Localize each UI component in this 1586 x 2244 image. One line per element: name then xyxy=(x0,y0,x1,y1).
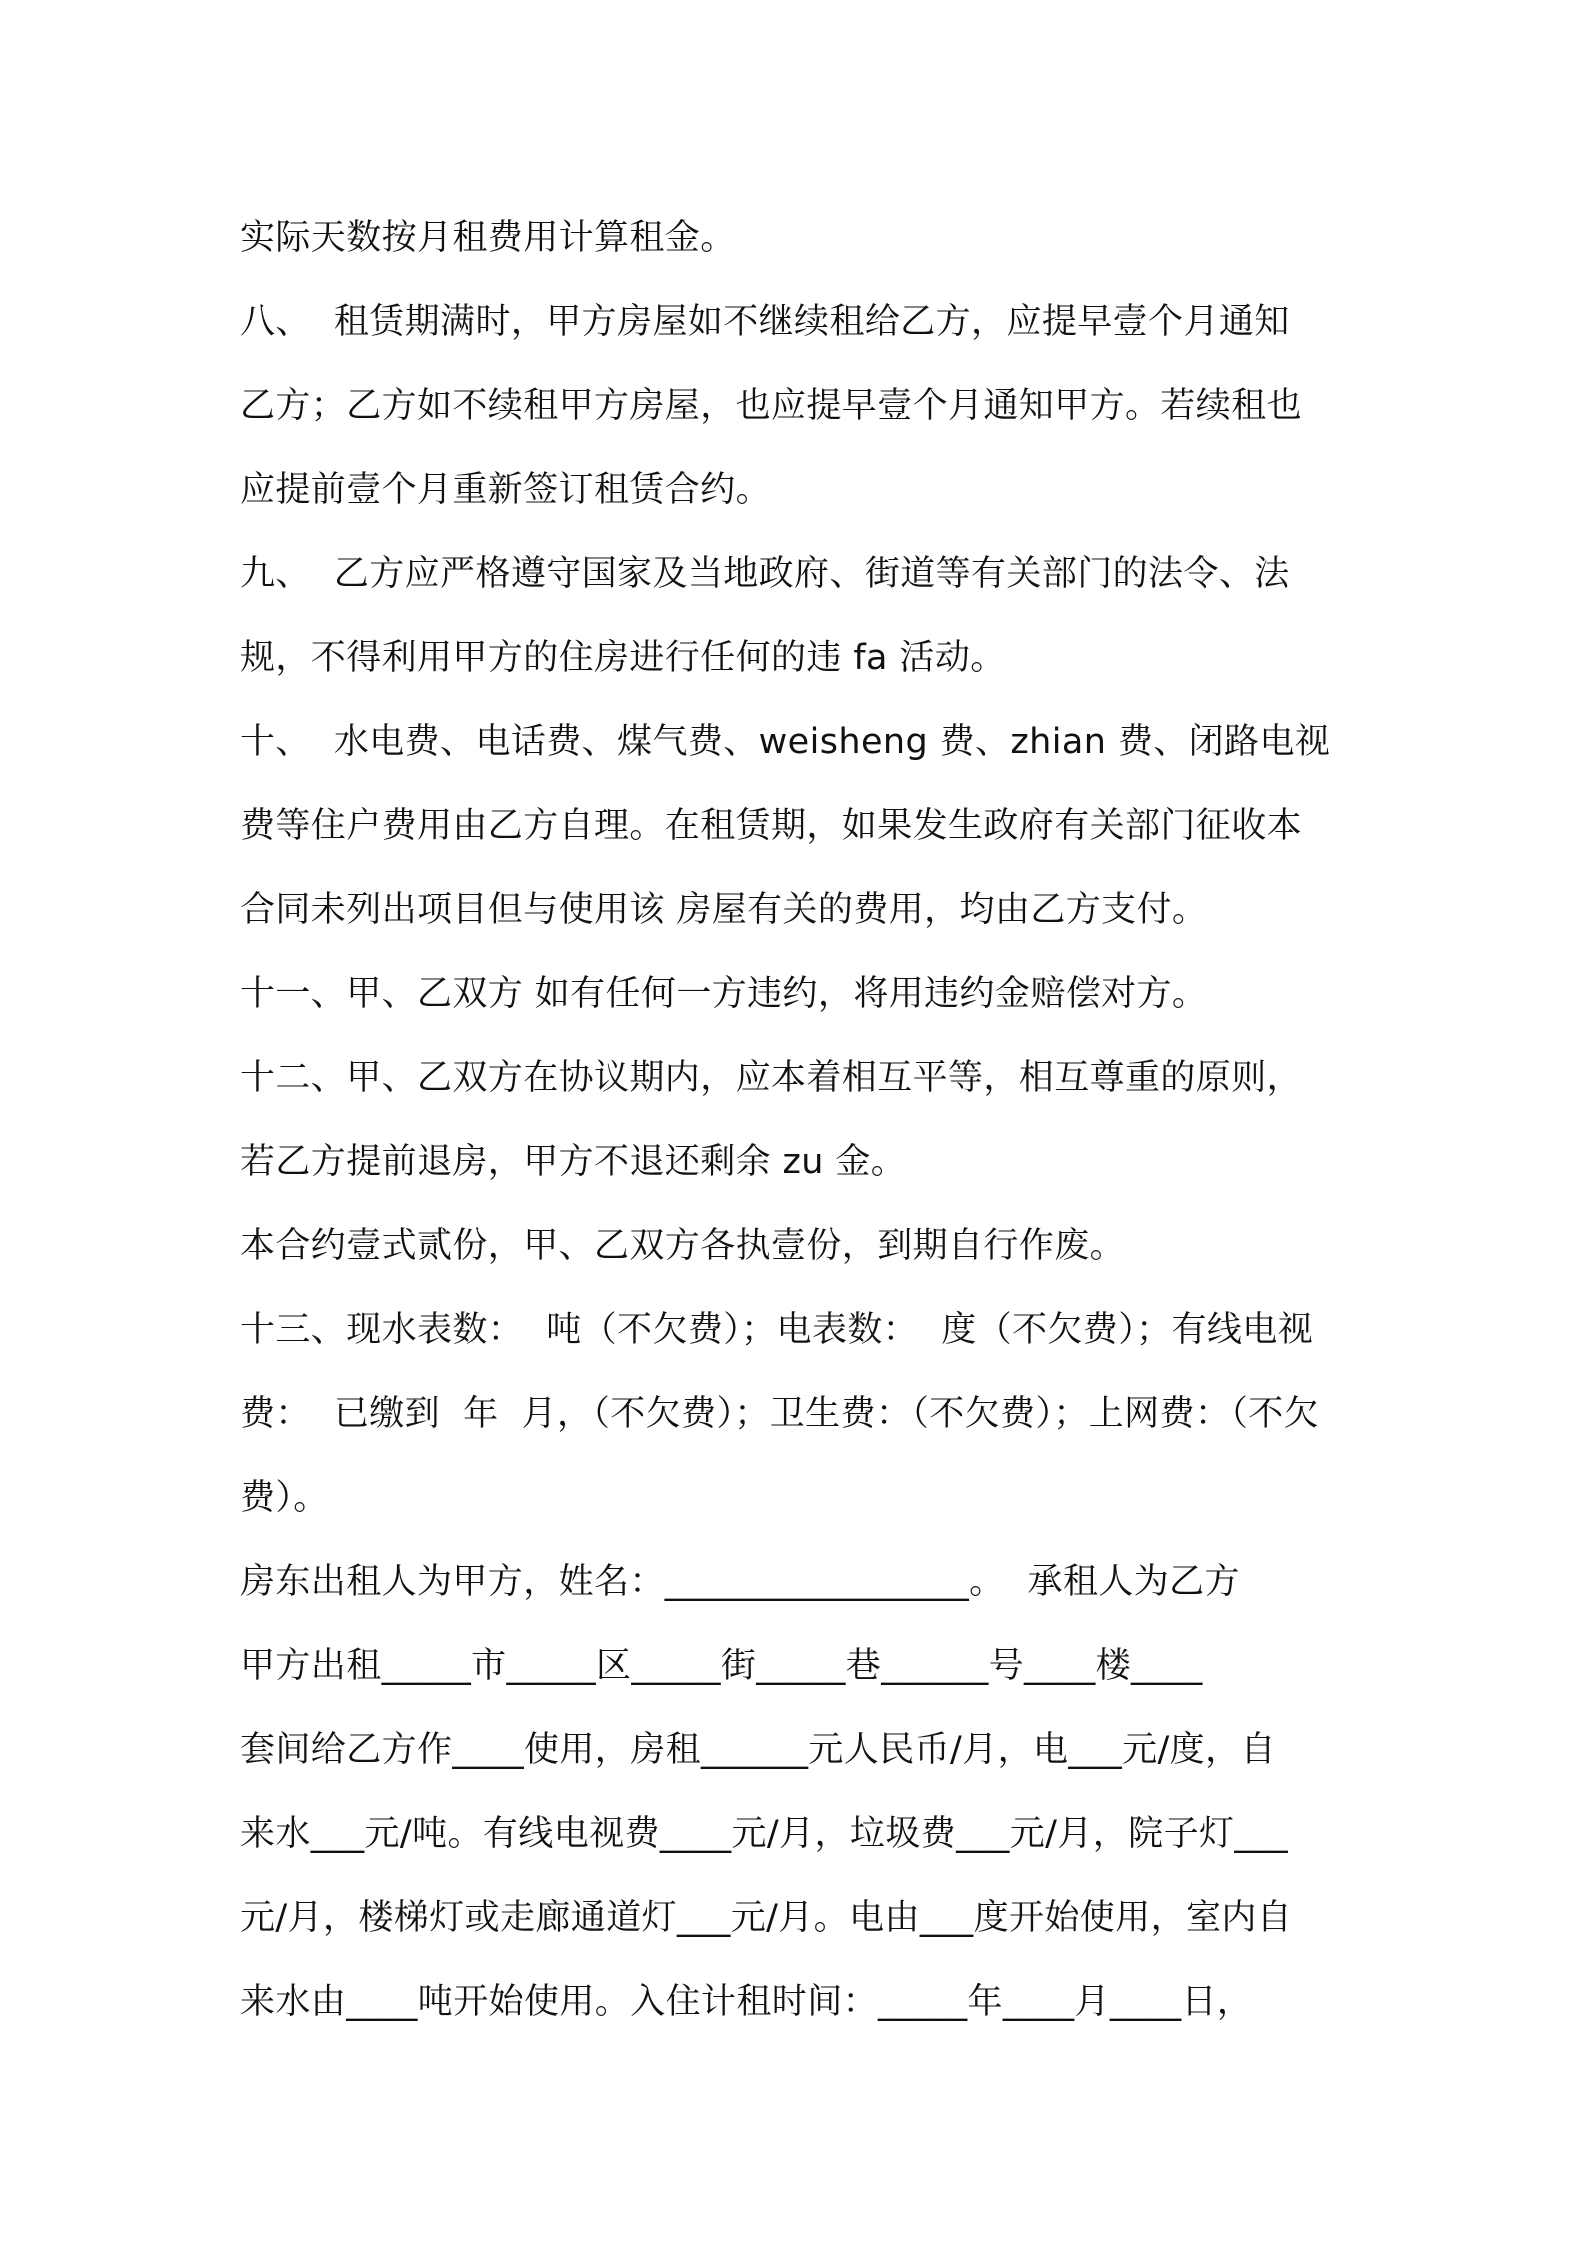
text-line: 来水由____吨开始使用。入住计租时间：_____年____月____日， xyxy=(240,1982,1253,2022)
text-line: 十一、甲、乙双方 如有任何一方违约，将用违约金赔偿对方。 xyxy=(240,974,1208,1014)
text-line: 应提前壹个月重新签订租赁合约。 xyxy=(240,470,772,510)
text-line: 费）。 xyxy=(240,1478,329,1518)
text-line: 来水___元/吨。有线电视费____元/月，垃圾费___元/月，院子灯___ xyxy=(240,1814,1289,1854)
text-line: 九、 乙方应严格遵守国家及当地政府、街道等有关部门的法令、法 xyxy=(240,554,1290,594)
text-line: 乙方；乙方如不续租甲方房屋，也应提早壹个月通知甲方。若续租也 xyxy=(240,386,1303,426)
text-line: 费： 已缴到 年 月，（不欠费）；卫生费：（不欠费）；上网费：（不欠 xyxy=(240,1394,1320,1434)
text-line: 十、 水电费、电话费、煤气费、weisheng 费、zhian 费、闭路电视 xyxy=(240,722,1331,762)
text-line: 元/月，楼梯灯或走廊通道灯___元/月。电由___度开始使用，室内自 xyxy=(240,1898,1293,1938)
text-line: 甲方出租_____市_____区_____街_____巷______号____楼____ xyxy=(240,1646,1203,1686)
text-line: 八、 租赁期满时，甲方房屋如不继续租给乙方，应提早壹个月通知 xyxy=(240,302,1290,342)
text-line: 合同未列出项目但与使用该 房屋有关的费用，均由乙方支付。 xyxy=(240,890,1208,930)
text-line: 套间给乙方作____使用，房租______元人民币/月，电___元/度，自 xyxy=(240,1730,1276,1770)
text-line: 规，不得利用甲方的住房进行任何的违 fa 活动。 xyxy=(240,638,1006,678)
text-line: 房东出租人为甲方，姓名：_________________。 承租人为乙方 xyxy=(240,1562,1240,1602)
contract-text xyxy=(240,196,1356,2044)
text-line: 若乙方提前退房，甲方不退还剩余 zu 金。 xyxy=(240,1142,907,1182)
text-line: 十二、甲、乙双方在协议期内，应本着相互平等，相互尊重的原则， xyxy=(240,1058,1303,1098)
text-line: 实际天数按月租费用计算租金。 xyxy=(240,218,736,258)
text-line: 十三、现水表数： 吨（不欠费）；电表数： 度（不欠费）；有线电视 xyxy=(240,1310,1314,1350)
text-line: 本合约壹式贰份，甲、乙双方各执壹份，到期自行作废。 xyxy=(240,1226,1126,1266)
text-line: 费等住户费用由乙方自理。在租赁期，如果发生政府有关部门征收本 xyxy=(240,806,1303,846)
